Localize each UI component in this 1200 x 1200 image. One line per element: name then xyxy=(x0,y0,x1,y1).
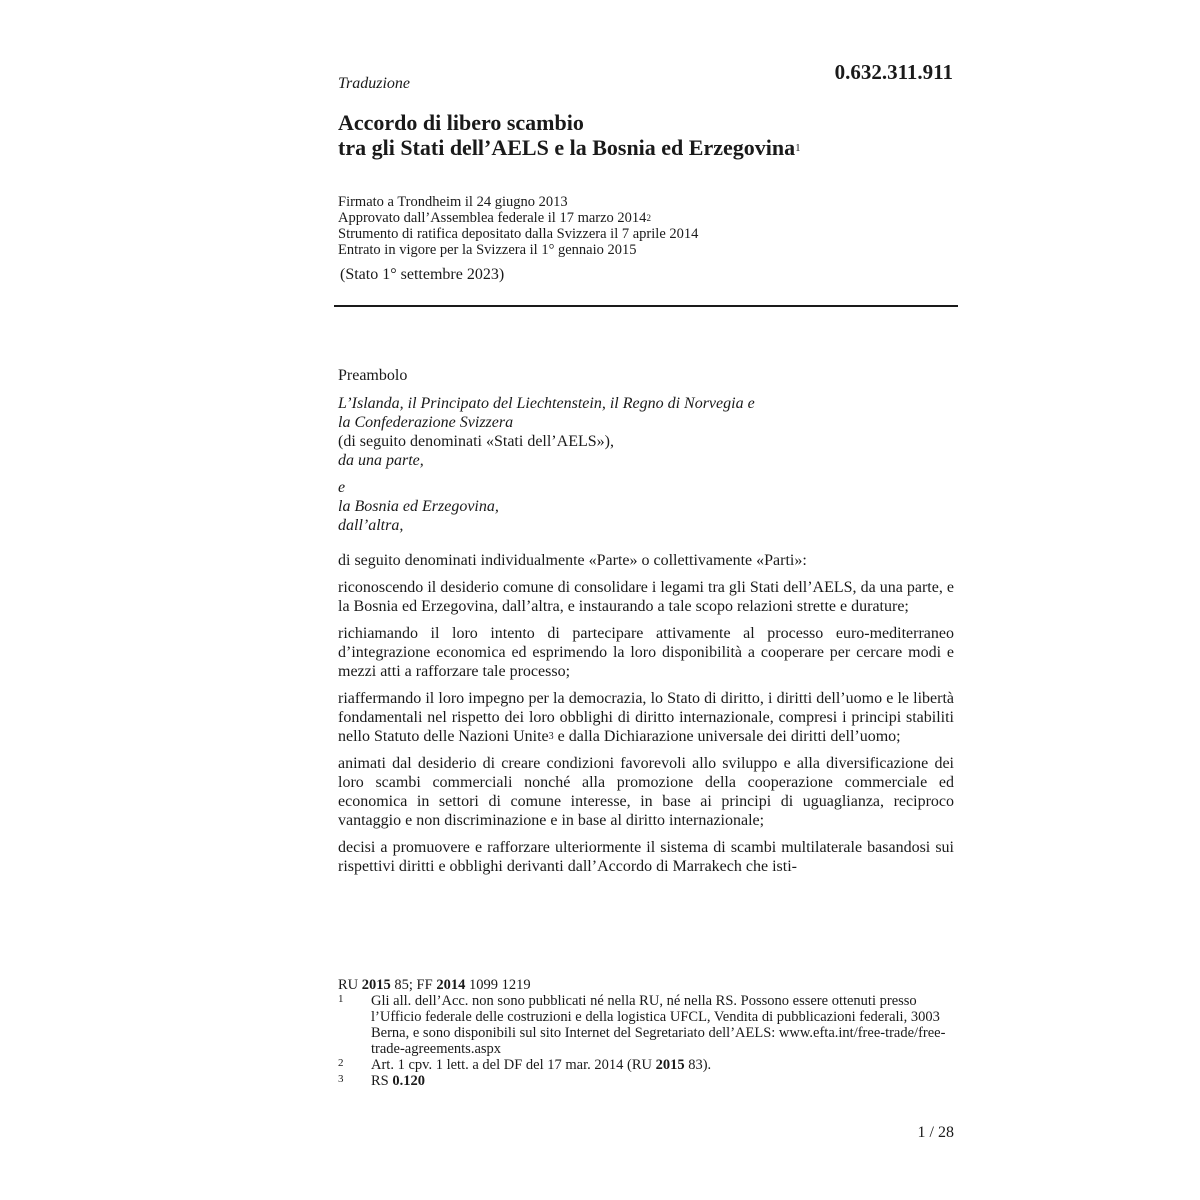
paragraph-3-part-2: e dalla Dichiarazione universale dei diritti dell’uomo; xyxy=(553,728,901,745)
footnote-1-text: Gli all. dell’Acc. non sono pubblicati né nella RU, né nella RS. Possono essere ottenuti presso l’Ufficio federale delle costruzioni e della logistica UFCL, Vendita di pubblicazioni federali, 3003 Berna, e sono disponibili sul sito Internet del Segretariato dell’AELS: www.efta.int/free-trade/free-trade-agreements.aspx xyxy=(371,993,946,1057)
footnote-ref-1[interactable]: 1 xyxy=(795,142,801,154)
parties-block xyxy=(338,394,954,535)
footnote-2-bold: 2015 xyxy=(655,1057,685,1073)
approved-date xyxy=(338,210,698,226)
footnotes xyxy=(338,977,958,1089)
footnote-1-number: 1 xyxy=(338,993,344,1005)
preamble-heading: Preambolo xyxy=(338,367,408,384)
header-divider xyxy=(334,305,958,307)
signed-date: Firmato a Trondheim il 24 giugno 2013 xyxy=(338,194,568,210)
footnote-ref-2[interactable]: 2 xyxy=(646,213,651,223)
footnote-2-number: 2 xyxy=(338,1057,344,1069)
footnote-3-number: 3 xyxy=(338,1073,344,1085)
preamble-paragraph-4: animati dal desiderio di creare condizioni favorevoli allo sviluppo e alla diversificazione dei loro scambi commerciali nonché alla promozione della cooperazione commerciale ed economica in settori di comune interesse, in base ai principi di uguaglianza, reciproco vantaggio e non discriminazione e in base al diritto internazionale; xyxy=(338,755,954,829)
preamble-paragraph-5: decisi a promuovere e rafforzare ulteriormente il sistema di scambi multilaterale basandosi sui rispettivi diritti e obblighi derivanti dall’Accordo di Marrakech che isti- xyxy=(338,839,954,875)
other-party-line-2: dall’altra, xyxy=(338,517,404,534)
spacer xyxy=(338,470,954,478)
preamble-paragraph-1: riconoscendo il desiderio comune di consolidare i legami tra gli Stati dell’AELS, da una parte, e la Bosnia ed Erzegovina, dall’altra, e instaurando a tale scopo relazioni strette e durature; xyxy=(338,579,954,615)
ref-ff-rest: 1099 1219 xyxy=(465,977,531,993)
in-force-date: Entrato in vigore per la Svizzera il 1° gennaio 2015 xyxy=(338,242,637,258)
and-word: e xyxy=(338,479,346,496)
party-line-1: L’Islanda, il Principato del Liechtenstein, il Regno di Norvegia e xyxy=(338,395,755,412)
footnote-1 xyxy=(338,993,958,1057)
ref-ru-year: 2015 xyxy=(361,977,391,993)
footnote-2-text-b: 83). xyxy=(684,1057,712,1073)
footnote-2-text-a: Art. 1 cpv. 1 lett. a del DF del 17 mar. 2014 (RU xyxy=(371,1057,656,1073)
footnote-3-text-a: RS xyxy=(371,1073,393,1089)
other-party-line-1: la Bosnia ed Erzegovina, xyxy=(338,498,499,515)
translation-label: Traduzione xyxy=(338,75,411,92)
footnote-3-bold: 0.120 xyxy=(392,1073,425,1089)
footnote-2 xyxy=(338,1057,958,1073)
ref-ru-rest: 85; FF xyxy=(390,977,437,993)
document-title xyxy=(338,110,801,160)
footnote-3-text xyxy=(371,1073,958,1089)
ratification-date: Strumento di ratifica depositato dalla Svizzera il 7 aprile 2014 xyxy=(338,226,699,242)
title-line-2 xyxy=(338,135,801,160)
official-reference xyxy=(338,977,958,993)
footnote-3 xyxy=(338,1073,958,1089)
party-line-2: la Confederazione Svizzera xyxy=(338,414,514,431)
status-date: (Stato 1° settembre 2023) xyxy=(340,266,505,283)
preamble-paragraph-2: richiamando il loro intento di partecipare attivamente al processo euro-mediterraneo d’integrazione economica ed esprimendo la loro disponibilità a cooperare per cercare modi e mezzi atti a rafforzare tale processo; xyxy=(338,625,954,680)
footnote-2-text xyxy=(371,1057,958,1073)
ref-ru-label: RU xyxy=(338,977,362,993)
party-line-4: da una parte, xyxy=(338,452,424,469)
designation-paragraph: di seguito denominati individualmente «Parte» o collettivamente «Parti»: xyxy=(338,552,807,569)
paragraph-3-part-1: riaffermando il loro impegno per la democrazia, lo Stato di diritto, i diritti dell’uomo e le libertà fondamentali nel rispetto dei loro obblighi di diritto internazionale, compresi i principi stabiliti nello Statuto delle Nazioni Unite xyxy=(338,690,954,745)
party-line-3: (di seguito denominati «Stati dell’AELS»), xyxy=(338,433,614,450)
ref-ff-year: 2014 xyxy=(436,977,466,993)
title-line-1: Accordo di libero scambio xyxy=(338,110,584,135)
title-line-2-text: tra gli Stati dell’AELS e la Bosnia ed Erzegovina xyxy=(338,135,796,160)
sr-number: 0.632.311.911 xyxy=(834,60,953,84)
approved-date-text: Approvato dall’Assemblea federale il 17 marzo 2014 xyxy=(338,210,647,226)
page-number: 1 / 28 xyxy=(917,1124,954,1141)
footnote-ref-3[interactable]: 3 xyxy=(548,731,554,742)
document-metadata xyxy=(338,194,698,258)
preamble-paragraph-3 xyxy=(338,689,954,746)
preamble-paragraphs xyxy=(338,551,954,884)
